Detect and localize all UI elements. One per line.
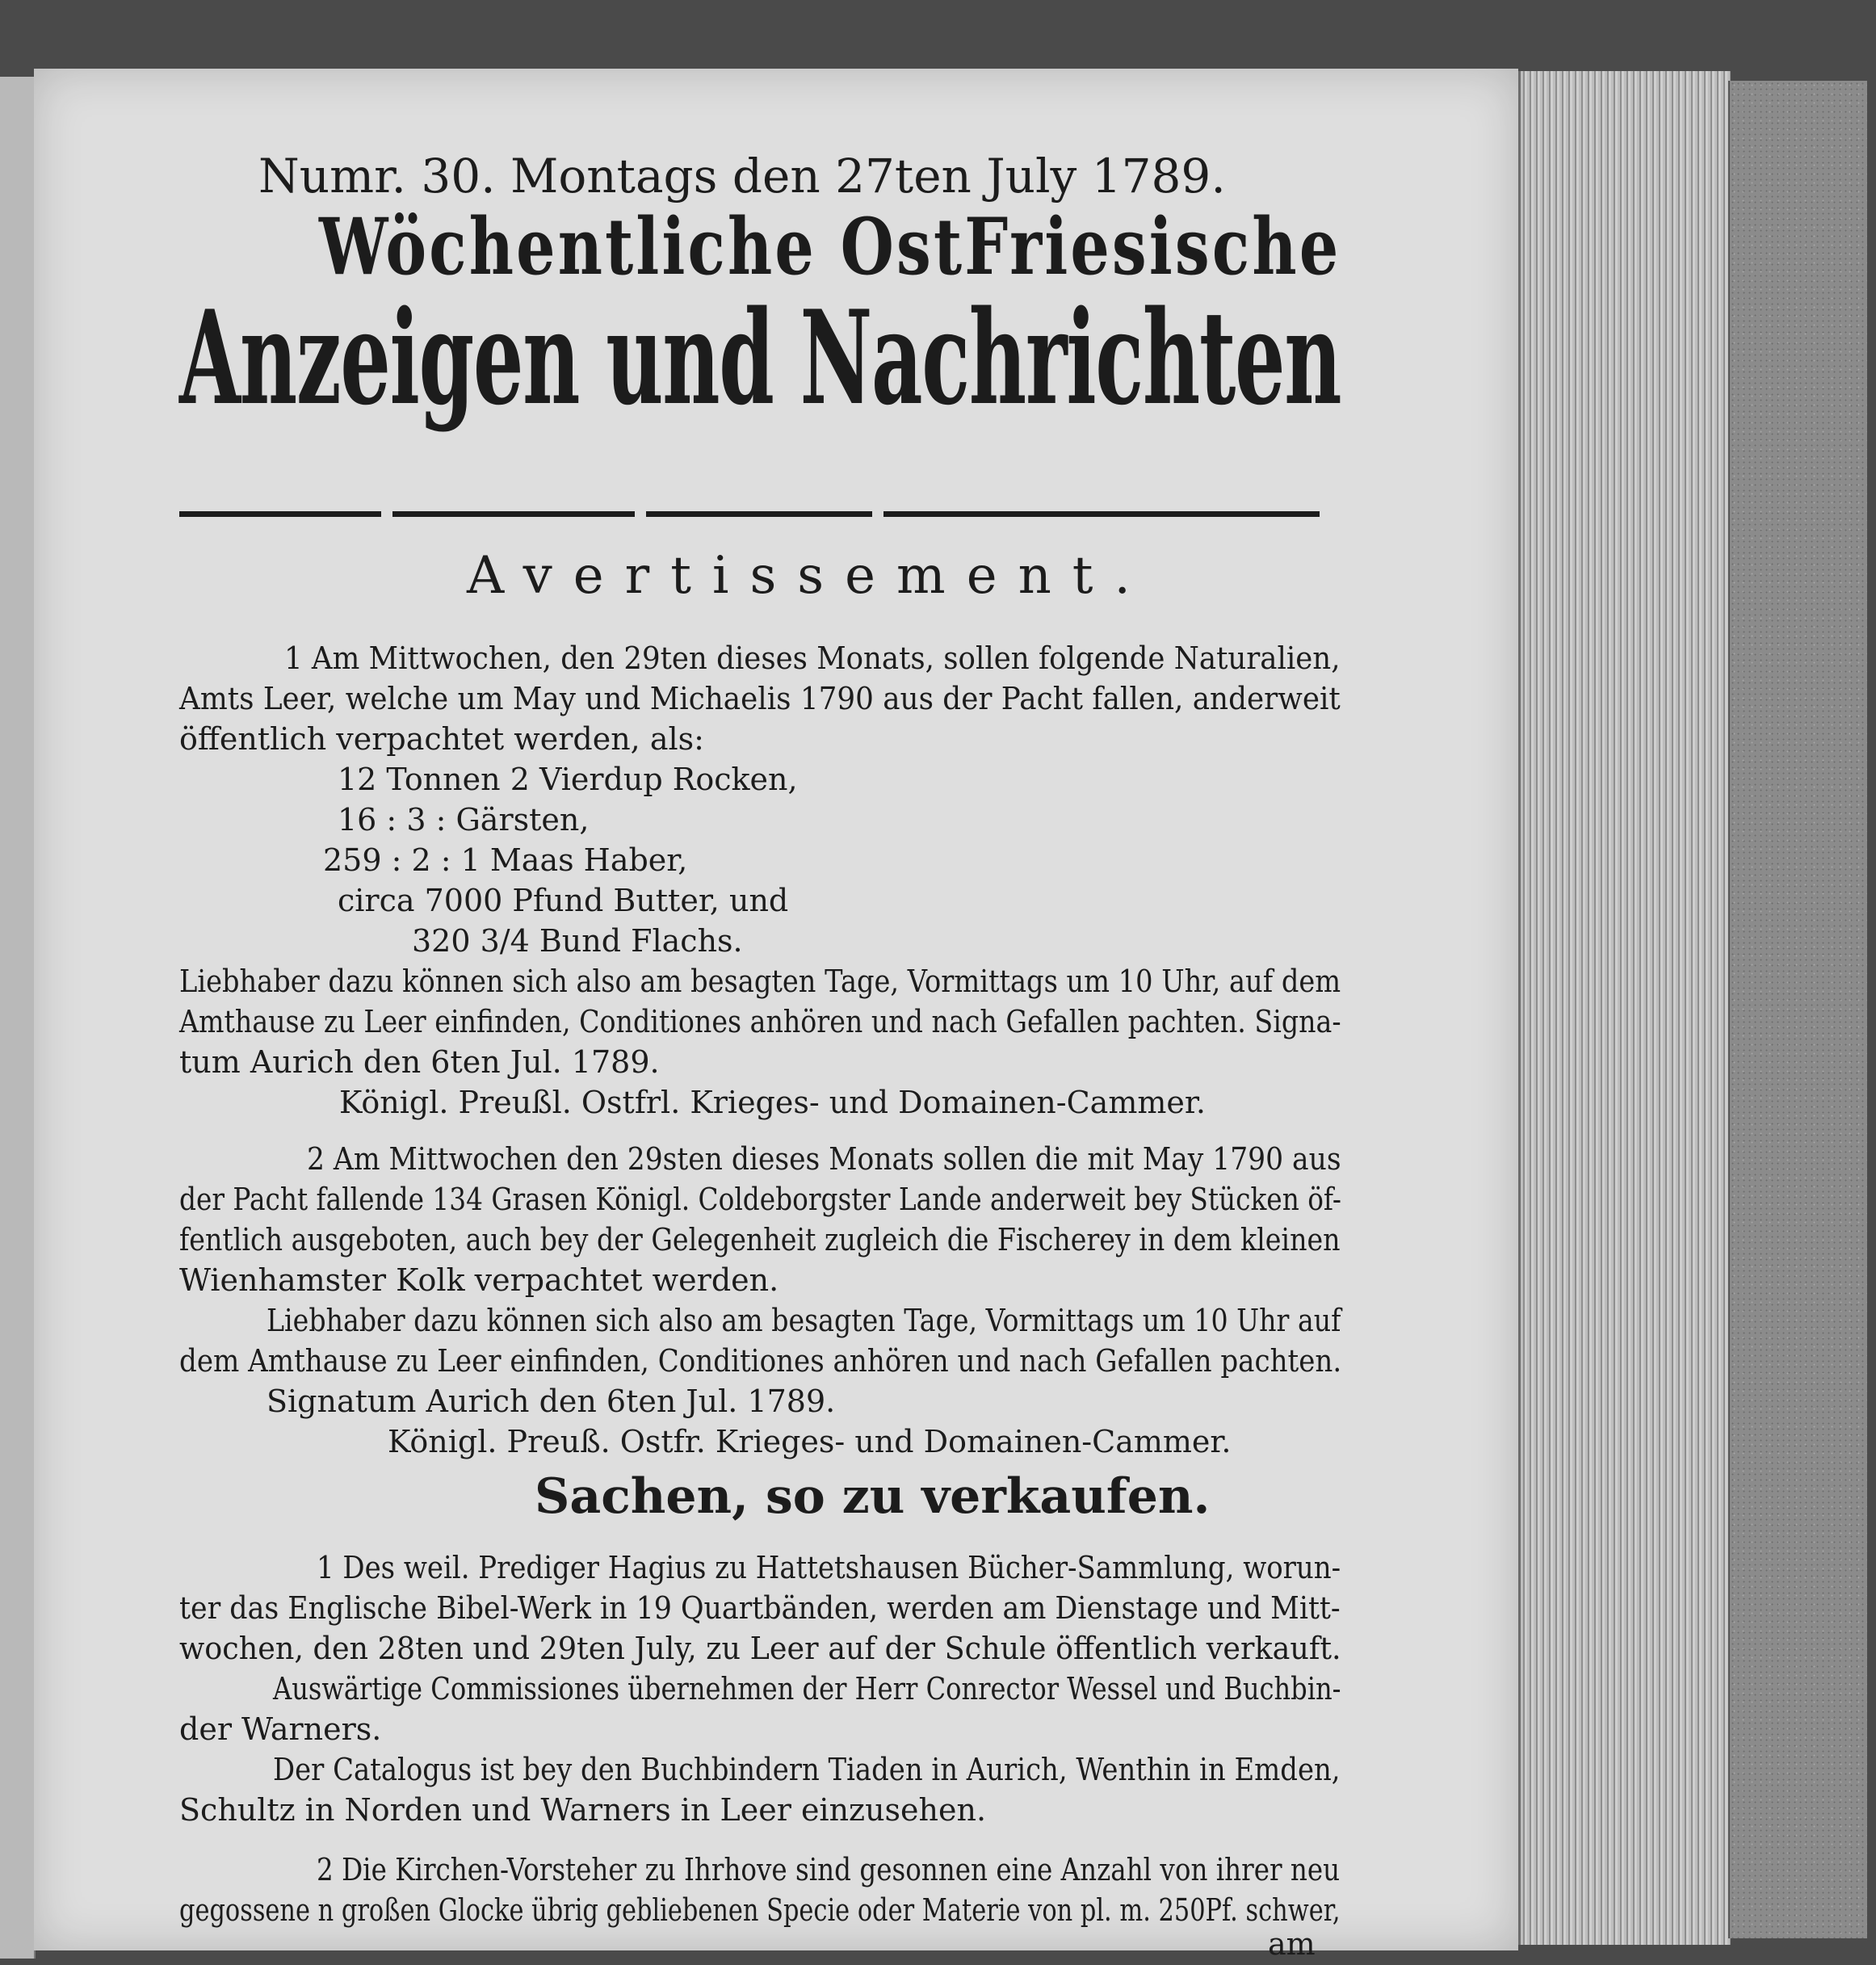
catchword: am [1268,1926,1316,1962]
item1-line: 1 Am Mittwochen, den 29ten dieses Monats, sollen folgende Naturalien, [284,640,1341,676]
sale-item1-line: wochen, den 28ten und 29ten July, zu Leer auf der Schule öffentlich verkauft. [179,1631,1341,1666]
sale-item1-line: 1 Des weil. Prediger Hagius zu Hattetshausen Bücher-Sammlung, worun- [317,1550,1341,1585]
item1-list-entry: 12 Tonnen 2 Vierdup Rocken, [338,762,798,797]
masthead-line1: Wöchentliche OstFriesische [319,201,1341,292]
item1-list-entry: 259 : 2 : 1 Maas Haber, [323,842,688,878]
item2-line: Signatum Aurich den 6ten Jul. 1789. [267,1383,836,1419]
facing-page-edge [0,77,36,1959]
masthead-rule [179,511,381,517]
item1-closing: tum Aurich den 6ten Jul. 1789. [179,1044,660,1080]
item1-line: öffentlich verpachtet werden, als: [179,721,704,757]
item1-list-entry: 320 3/4 Bund Flachs. [412,923,743,959]
item1-closing: Amthause zu Leer einfinden, Conditiones anhören und nach Gefallen pachten. Signa- [179,1004,1341,1039]
sale-item2-line: gegossene n großen Glocke übrig gebliebenen Specie oder Materie von pl. m. 250Pf. schwer, [179,1892,1341,1928]
item2-line: Wienhamster Kolk verpachtet werden. [179,1262,779,1298]
item1-line: Amts Leer, welche um May und Michaelis 1790 aus der Pacht fallen, anderweit [179,681,1341,716]
masthead-line2: Anzeigen und Nachrichten [179,282,1341,434]
item1-list-entry: 16 : 3 : Gärsten, [338,802,590,838]
item2-line: Liebhaber dazu können sich also am besagten Tage, Vormittags um 10 Uhr auf [267,1303,1341,1338]
masthead-rule [883,511,1320,517]
masthead-rule [392,511,635,517]
item2-signature: Königl. Preuß. Ostfr. Krieges- und Domainen-Cammer. [388,1424,1232,1459]
item2-line: fentlich ausgeboten, auch bey der Gelegenheit zugleich die Fischerey in dem kleinen [179,1222,1341,1258]
item1-signature: Königl. Preußl. Ostfrl. Krieges- und Domainen-Cammer. [339,1085,1206,1120]
item2-line: der Pacht fallende 134 Grasen Königl. Coldeborgster Lande anderweit bey Stücken öf- [179,1182,1341,1217]
sale-item1-line: Auswärtige Commissiones übernehmen der Herr Conrector Wessel und Buchbin- [273,1671,1341,1707]
item2-line: 2 Am Mittwochen den 29sten dieses Monats sollen die mit May 1790 aus [307,1141,1341,1177]
book-cover [1728,81,1867,1938]
page-block-edge [1518,71,1731,1945]
item2-line: dem Amthause zu Leer einfinden, Conditiones anhören und nach Gefallen pachten. [179,1343,1342,1379]
sale-item1-line: ter das Englische Bibel-Werk in 19 Quartbänden, werden am Dienstage und Mitt- [179,1590,1341,1626]
sale-item1-line: der Warners. [179,1711,382,1747]
sale-item1-line: Der Catalogus ist bey den Buchbindern Tiaden in Aurich, Wenthin in Emden, [273,1752,1341,1787]
issue-line: Numr. 30. Montags den 27ten July 1789. [258,149,1226,204]
section-title-sales: Sachen, so zu verkaufen. [535,1468,1211,1525]
sale-item1-line: Schultz in Norden und Warners in Leer einzusehen. [179,1792,987,1828]
masthead-rule [646,511,872,517]
item1-list-entry: circa 7000 Pfund Butter, und [338,883,789,918]
section-title-avertissement: Avertissement. [467,546,1152,606]
sale-item2-line: 2 Die Kirchen-Vorsteher zu Ihrhove sind gesonnen eine Anzahl von ihrer neu [317,1852,1341,1887]
item1-closing: Liebhaber dazu können sich also am besagten Tage, Vormittags um 10 Uhr, auf dem [179,964,1341,999]
